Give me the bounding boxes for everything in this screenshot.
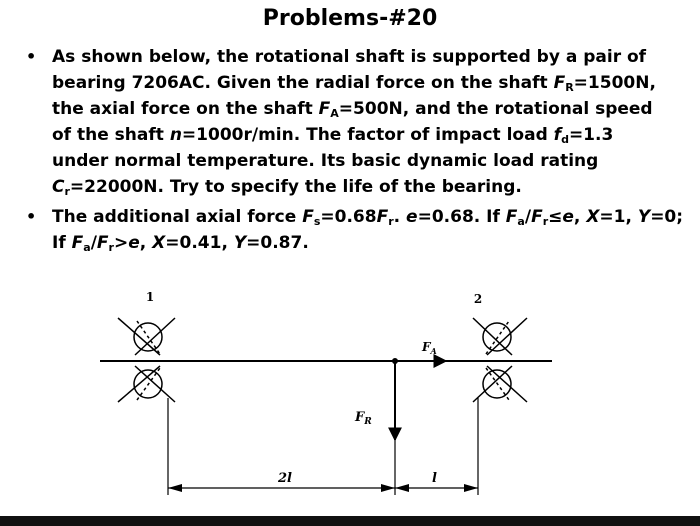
radial-force-label: $F_R$ xyxy=(355,410,372,427)
bottom-border xyxy=(0,516,700,526)
bullet-dot: • xyxy=(26,207,37,226)
bullet-problem-statement xyxy=(22,44,690,200)
page-title: Problems-#20 xyxy=(262,6,438,31)
dim-arrow xyxy=(464,484,478,492)
dim-arrow xyxy=(381,484,395,492)
dimension-left-label: 2l xyxy=(278,471,292,486)
text-line: The additional axial force $F_s=0.68F_r$. e=0.68. If $F_a/F_r\le e$, X=1, Y=0; xyxy=(52,207,684,228)
bullet-conditions xyxy=(22,204,690,256)
text-line: the axial force on the shaft $F_A=500N$, and the rotational speed xyxy=(52,99,653,120)
dimension-right-label: l xyxy=(432,471,437,486)
text-line: $C_r=22000N$. Try to specify the life of the bearing. xyxy=(52,177,522,198)
text-line: under normal temperature. Its basic dynamic load rating xyxy=(52,151,599,171)
bullet-list xyxy=(22,44,690,256)
text-line: If $F_a/F_r>e$, X=0.41, Y=0.87. xyxy=(52,233,309,254)
bearing-1-label: 1 xyxy=(145,290,155,304)
bullet-dot: • xyxy=(26,47,37,66)
axial-force-label: $F_A$ xyxy=(422,340,437,356)
shaft-diagram xyxy=(0,285,700,526)
text-line: of the shaft n=1000r/min. The factor of impact load $f_d=1.3$ xyxy=(52,125,614,146)
dim-arrow xyxy=(395,484,409,492)
text-line: bearing 7206AC. Given the radial force on the shaft $F_R=1500N$, xyxy=(52,73,656,94)
dim-arrow xyxy=(168,484,182,492)
text-line: As shown below, the rotational shaft is supported by a pair of xyxy=(52,47,647,67)
bearing-2-label: 2 xyxy=(473,292,483,306)
